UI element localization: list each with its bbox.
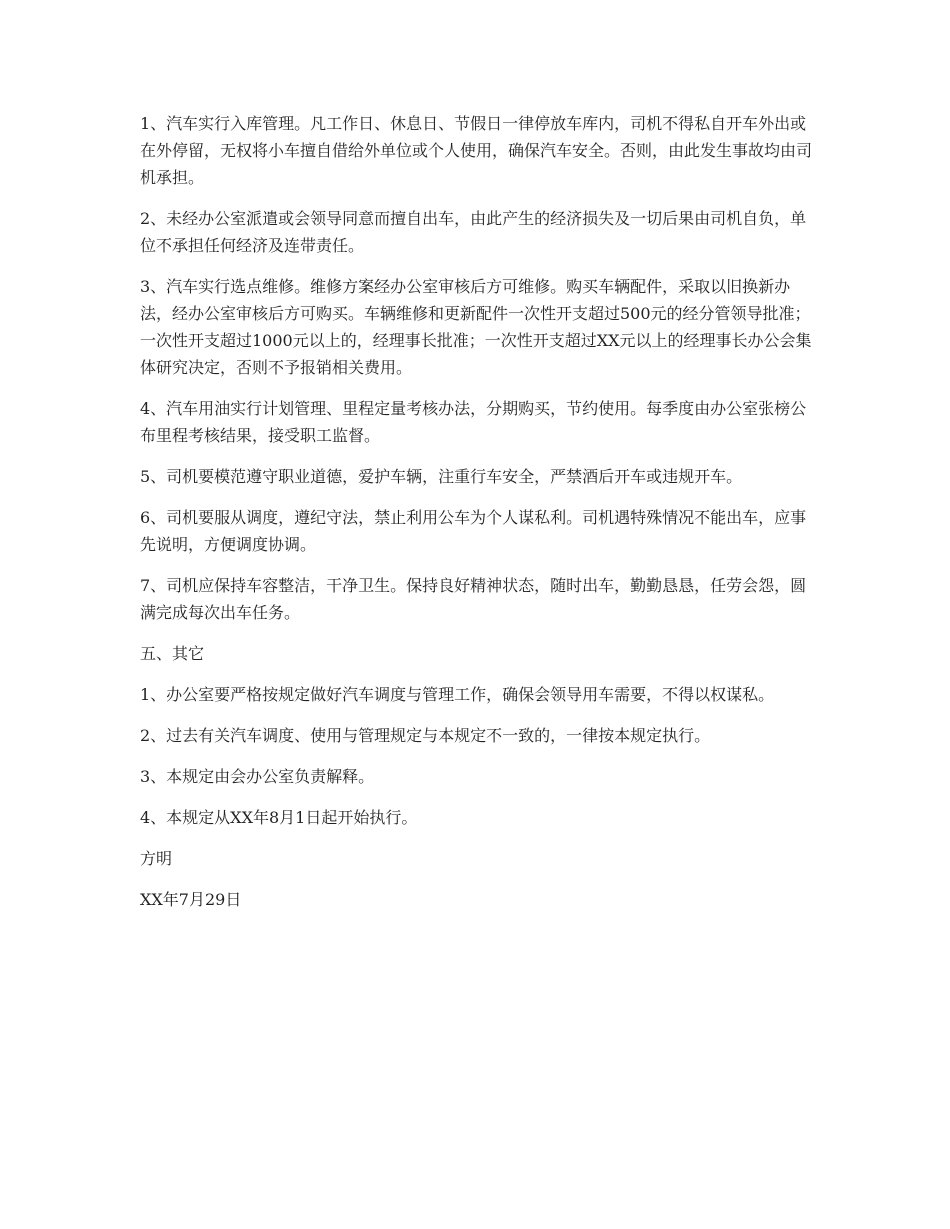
other-item-4: 4、本规定从XX年8月1日起开始执行。 [140,808,418,827]
other-item-1: 1、办公室要严格按规定做好汽车调度与管理工作，确保会领导用车需要，不得以权谋私。 [140,685,775,704]
document-body [140,110,812,927]
document-date: XX年7月29日 [140,890,242,909]
other-item-3: 3、本规定由会办公室负责解释。 [140,767,375,786]
rule-3: 3、汽车实行选点维修。维修方案经办公室审核后方可维修。购买车辆配件，采取以旧换新办法，经办公室审核后方可购买。车辆维修和更新配件一次性开支超过500元的经分管领导批准；一次性开支超过1000元以上的，经理事长批准；一次性开支超过XX元以上的经理事长办公会集体研究决定，否则不予报销相关费用。 [140,277,812,377]
section-heading-other: 五、其它 [140,644,205,663]
rule-6: 6、司机要服从调度，遵纪守法，禁止利用公车为个人谋私利。司机遇特殊情况不能出车，应事先说明，方便调度协调。 [140,508,807,554]
rule-2: 2、未经办公室派遣或会领导同意而擅自出车，由此产生的经济损失及一切后果由司机自负，单位不承担任何经济及连带责任。 [140,209,807,255]
signature: 方明 [140,849,173,868]
rule-7: 7、司机应保持车容整洁，干净卫生。保持良好精神状态，随时出车，勤勤恳恳，任劳会怨，圆满完成每次出车任务。 [140,576,807,622]
rule-5: 5、司机要模范遵守职业道德，爱护车辆，注重行车安全，严禁酒后开车或违规开车。 [140,467,743,486]
rule-1: 1、汽车实行入库管理。凡工作日、休息日、节假日一律停放车库内，司机不得私自开车外出或在外停留，无权将小车擅自借给外单位或个人使用，确保汽车安全。否则，由此发生事故均由司机承担。 [140,114,813,187]
rule-4: 4、汽车用油实行计划管理、里程定量考核办法，分期购买，节约使用。每季度由办公室张榜公布里程考核结果，接受职工监督。 [140,399,807,445]
other-item-2: 2、过去有关汽车调度、使用与管理规定与本规定不一致的，一律按本规定执行。 [140,726,711,745]
